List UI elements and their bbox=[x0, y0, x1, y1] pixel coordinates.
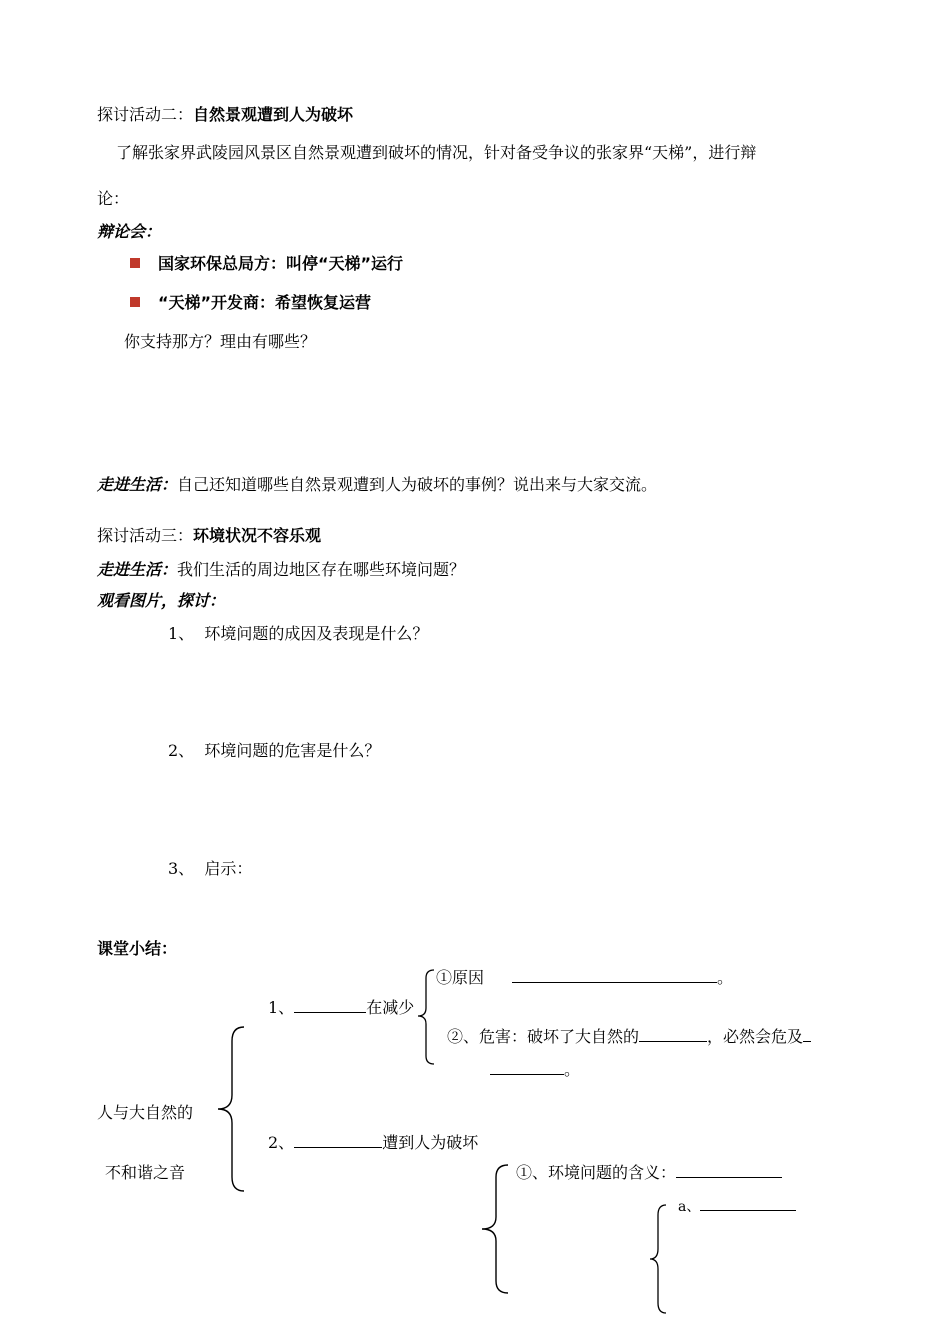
life1-paragraph bbox=[97, 475, 657, 494]
blank-line[interactable] bbox=[700, 1196, 796, 1211]
blank-line[interactable] bbox=[676, 1163, 782, 1178]
debate-side1 bbox=[130, 254, 403, 273]
question-1-num: 1、 bbox=[168, 624, 195, 643]
debate-label: 辩论会： bbox=[97, 222, 162, 241]
question-3-num: 3、 bbox=[168, 859, 195, 878]
question-1 bbox=[168, 624, 428, 643]
summary-branch2-sub1 bbox=[516, 1163, 782, 1182]
life2-label: 走进生活： bbox=[97, 560, 178, 579]
summary-branch1-sub1-end: 。 bbox=[717, 968, 734, 987]
summary-branch1-sub1 bbox=[436, 968, 733, 987]
left-brace-icon bbox=[646, 1203, 668, 1315]
left-brace-icon bbox=[414, 968, 436, 1066]
question-2-num: 2、 bbox=[168, 741, 195, 760]
blank-line[interactable] bbox=[294, 1133, 382, 1148]
question-2 bbox=[168, 741, 380, 760]
summary-branch2-num: 2、 bbox=[268, 1133, 295, 1152]
summary-branch1-sub2 bbox=[447, 1027, 811, 1046]
activity3-label: 探讨活动三： bbox=[97, 526, 194, 545]
left-brace-icon bbox=[212, 1025, 248, 1195]
summary-branch1-sub2-cont bbox=[490, 1060, 580, 1079]
summary-branch2 bbox=[268, 1133, 478, 1152]
blank-line[interactable] bbox=[803, 1027, 811, 1042]
summary-branch1-sub1-text: 原因 bbox=[452, 968, 485, 987]
left-brace-icon bbox=[478, 1163, 512, 1297]
activity2-label: 探讨活动二： bbox=[97, 105, 194, 124]
life1-label: 走进生活： bbox=[97, 475, 178, 494]
summary-root-line2: 不和谐之音 bbox=[105, 1163, 186, 1182]
activity3-title: 环境状况不容乐观 bbox=[193, 526, 322, 545]
life2-text: 我们生活的周边地区存在哪些环境问题？ bbox=[177, 560, 466, 579]
watch-label: 观看图片，探讨： bbox=[97, 591, 226, 610]
summary-branch2-sub1-text: 环境问题的含义： bbox=[548, 1163, 677, 1182]
blank-line[interactable] bbox=[639, 1027, 707, 1042]
blank-line[interactable] bbox=[294, 998, 366, 1013]
summary-title: 课堂小结： bbox=[97, 939, 178, 958]
question-3 bbox=[168, 859, 252, 878]
summary-branch1-sub2-end: 。 bbox=[564, 1060, 581, 1079]
debate-side2 bbox=[130, 293, 371, 312]
summary-branch2-sub1-prefix: ①、 bbox=[516, 1163, 549, 1182]
question-2-text: 环境问题的危害是什么？ bbox=[204, 741, 381, 760]
life2-paragraph bbox=[97, 560, 465, 579]
activity3-heading bbox=[97, 526, 321, 545]
activity2-heading bbox=[97, 105, 353, 124]
debate-side1-text: 国家环保总局方：叫停“天梯”运行 bbox=[158, 254, 404, 273]
square-bullet-icon bbox=[130, 297, 140, 307]
blank-line[interactable] bbox=[512, 968, 717, 983]
summary-branch1-text: 在减少 bbox=[366, 998, 415, 1017]
activity2-title: 自然景观遭到人为破坏 bbox=[193, 105, 354, 124]
summary-branch1-sub2-text: 破坏了大自然的 bbox=[527, 1027, 640, 1046]
activity2-intro-line1: 了解张家界武陵园风景区自然景观遭到破坏的情况，针对备受争议的张家界“天梯”，进行辩 bbox=[116, 143, 757, 162]
summary-branch1-sub2-prefix: ②、危害： bbox=[447, 1027, 528, 1046]
summary-branch1-sub2-mid: ，必然会危及 bbox=[707, 1027, 804, 1046]
life1-text: 自己还知道哪些自然景观遭到人为破坏的事例？说出来与大家交流。 bbox=[177, 475, 658, 494]
summary-branch1-sub1-prefix: ① bbox=[436, 968, 453, 987]
question-1-text: 环境问题的成因及表现是什么？ bbox=[204, 624, 429, 643]
summary-branch1-num: 1、 bbox=[268, 998, 295, 1017]
debate-question: 你支持那方？理由有哪些？ bbox=[124, 332, 317, 351]
question-3-text: 启示： bbox=[204, 859, 253, 878]
summary-branch2-sub2-prefix: a、 bbox=[678, 1199, 701, 1215]
summary-branch1 bbox=[268, 998, 414, 1017]
square-bullet-icon bbox=[130, 258, 140, 268]
debate-side2-text: “天梯”开发商：希望恢复运营 bbox=[158, 293, 372, 312]
summary-branch2-sub2 bbox=[678, 1196, 796, 1216]
summary-branch2-text: 遭到人为破坏 bbox=[382, 1133, 479, 1152]
summary-root-line1: 人与大自然的 bbox=[97, 1103, 194, 1122]
activity2-intro-line2: 论： bbox=[97, 189, 130, 208]
blank-line[interactable] bbox=[490, 1060, 564, 1075]
